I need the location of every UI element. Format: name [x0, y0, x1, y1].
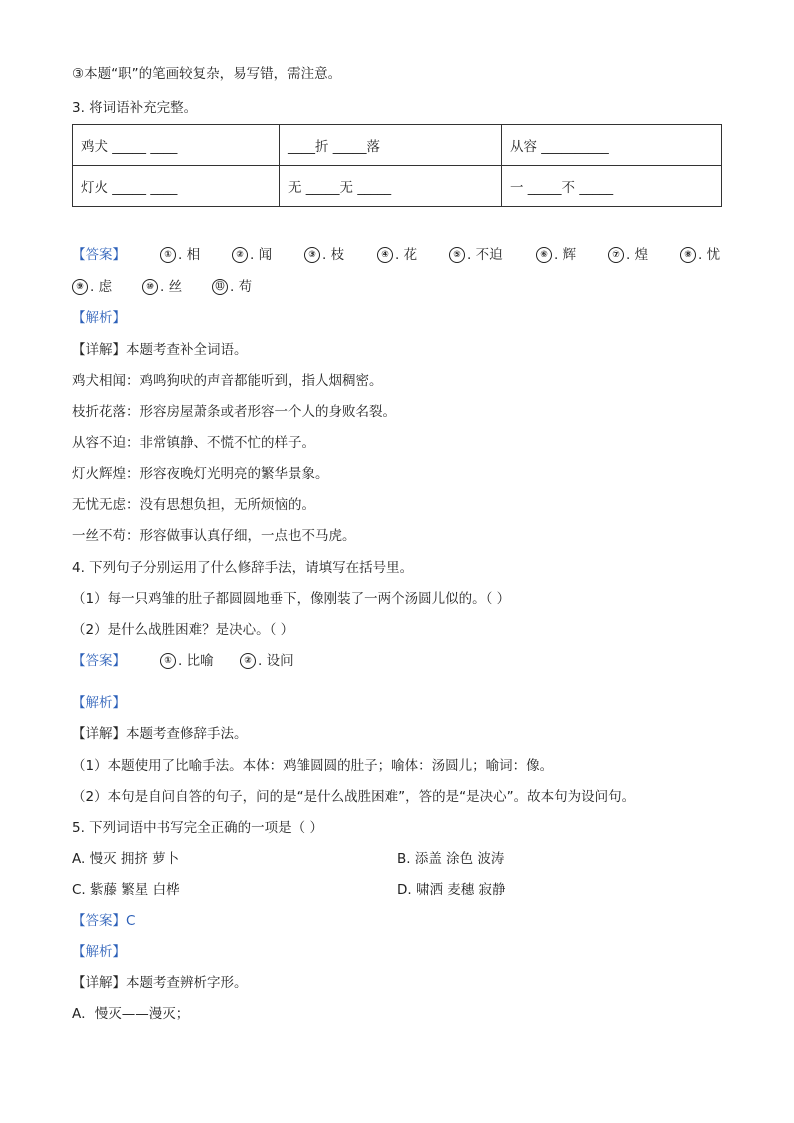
q3-answer-8: ⑧ . 忧: [680, 245, 720, 265]
q5-option-d: D. 啸洒 麦穗 寂静: [397, 882, 506, 898]
circled-number: ⑨: [72, 279, 88, 295]
q3-answer-11: ⑪ . 苟: [212, 277, 252, 297]
q3-title: 3. 将词语补充完整。: [72, 100, 198, 116]
circled-number: ①: [160, 653, 176, 669]
q4-answer-label: 【答案】: [72, 653, 126, 669]
circled-number: ⑩: [142, 279, 158, 295]
q4-title: 4. 下列句子分别运用了什么修辞手法，请填写在括号里。: [72, 560, 414, 576]
top-note: ③本题“职”的笔画较复杂，易写错，需注意。: [72, 66, 342, 82]
q5-option-b: B. 添盖 涂色 波涛: [397, 851, 505, 867]
q3-answer-9: ⑨ . 虑: [72, 277, 112, 297]
q3-answer-1: ① . 相: [160, 245, 200, 265]
q5-title: 5. 下列词语中书写完全正确的一项是（ ）: [72, 820, 323, 836]
cell-r1c2: ____折 _____落: [280, 125, 502, 166]
q3-answer-2: ② . 闻: [232, 245, 272, 265]
q3-answer-3: ③ . 枝: [304, 245, 344, 265]
q5-answer: 【答案】C: [72, 913, 136, 929]
cell-r2c3: 一 _____不 _____: [502, 166, 722, 207]
q4-sentence-1: （1）每一只鸡雏的肚子都圆圆地垂下，像刚装了一两个汤圆儿似的。（ ）: [72, 591, 511, 607]
q3-explanation: 鸡犬相闻：鸡鸣狗吠的声音都能听到，指人烟稠密。: [72, 373, 383, 389]
circled-number: ④: [377, 247, 393, 263]
q3-explanation: 从容不迫：非常镇静、不慌不忙的样子。: [72, 435, 315, 451]
circled-number: ②: [232, 247, 248, 263]
circled-number: ①: [160, 247, 176, 263]
q5-analysis-label: 【解析】: [72, 944, 126, 960]
q3-fill-table: [72, 124, 722, 207]
cell-r1c3: 从容 __________: [502, 125, 722, 166]
q3-explanation: 枝折花落：形容房屋萧条或者形容一个人的身败名裂。: [72, 404, 396, 420]
q4-explanation-2: （2）本句是自问自答的句子，问的是“是什么战胜困难”，答的是“是决心”。故本句为设问句。: [72, 789, 636, 805]
circled-number: ⑪: [212, 279, 228, 295]
q4-detail: 【详解】本题考查修辞手法。: [72, 726, 248, 742]
q3-explanation: 无忧无虑：没有思想负担，无所烦恼的。: [72, 497, 315, 513]
q4-analysis-label: 【解析】: [72, 695, 126, 711]
q3-explanation: 一丝不苟：形容做事认真仔细，一点也不马虎。: [72, 528, 356, 544]
q3-answer-6: ⑥ . 辉: [536, 245, 576, 265]
q5-option-a-analysis: A．慢灭——漫灭；: [72, 1006, 190, 1022]
q3-answer-label: 【答案】: [72, 247, 126, 263]
circled-number: ⑧: [680, 247, 696, 263]
circled-number: ⑥: [536, 247, 552, 263]
q4-answer-1: ① . 比喻: [160, 651, 214, 671]
circled-number: ⑤: [449, 247, 465, 263]
q3-detail: 【详解】本题考查补全词语。: [72, 342, 248, 358]
q3-answer-5: ⑤ . 不迫: [449, 245, 503, 265]
circled-number: ②: [240, 653, 256, 669]
q3-answer-4: ④ . 花: [377, 245, 417, 265]
q3-explanation: 灯火辉煌：形容夜晚灯光明亮的繁华景象。: [72, 466, 329, 482]
q3-analysis-label: 【解析】: [72, 310, 126, 326]
circled-number: ⑦: [608, 247, 624, 263]
q5-detail: 【详解】本题考查辨析字形。: [72, 975, 248, 991]
q4-answer-2: ② . 设问: [240, 651, 294, 671]
circled-number: ③: [304, 247, 320, 263]
q4-sentence-2: （2）是什么战胜困难？是决心。（ ）: [72, 622, 295, 638]
q3-answer-7: ⑦ . 煌: [608, 245, 648, 265]
q3-answer-10: ⑩ . 丝: [142, 277, 182, 297]
cell-r1c1: 鸡犬 _____ ____: [73, 125, 280, 166]
q4-explanation-1: （1）本题使用了比喻手法。本体：鸡雏圆圆的肚子；喻体：汤圆儿；喻词：像。: [72, 758, 554, 774]
cell-r2c1: 灯火 _____ ____: [73, 166, 280, 207]
cell-r2c2: 无 _____无 _____: [280, 166, 502, 207]
q5-option-c: C. 紫藤 繁星 白桦: [72, 882, 180, 898]
q5-option-a: A. 慢灭 拥挤 萝卜: [72, 851, 180, 867]
